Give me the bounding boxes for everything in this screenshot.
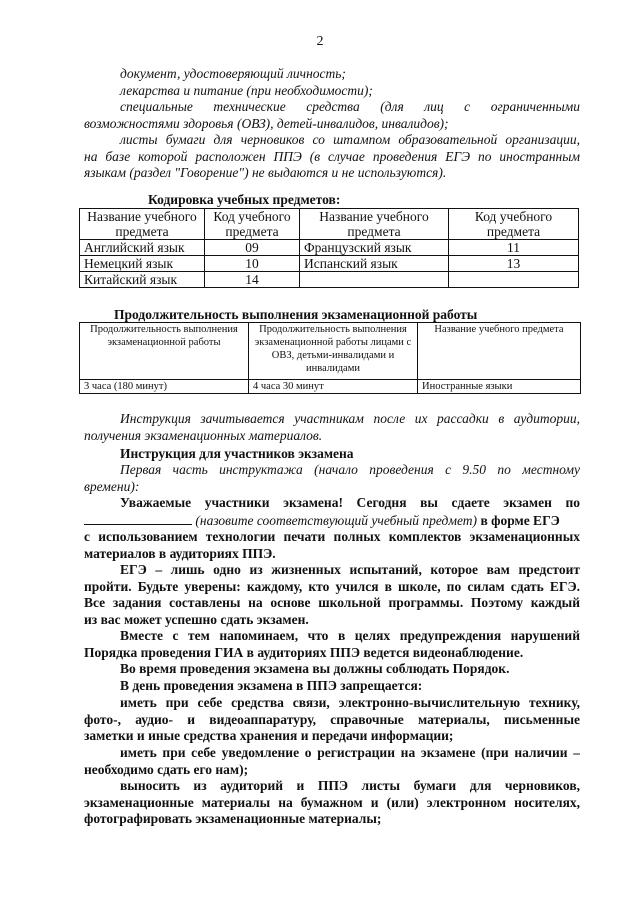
coding-table: [79, 208, 579, 288]
instruction-title: [84, 446, 580, 463]
table-row: [80, 256, 579, 272]
text-line: Уважаемые участники экзамена! Сегодня вы сдаете экзамен по: [120, 495, 580, 510]
table-header: Продолжительность выполнения экзаменационной работы: [80, 323, 249, 380]
table-row: [80, 272, 579, 288]
table-row: [80, 240, 579, 256]
text-line-with-blank: [84, 512, 580, 530]
table-row: [80, 323, 581, 380]
text-line: экзаменационные материалы на бумажном и (или) электронном носителях,: [84, 794, 580, 810]
table-header: Код учебного предмета: [205, 209, 300, 240]
order-paragraph: [84, 661, 580, 678]
prohibited-item-3: [84, 778, 580, 828]
text-line: материалов в аудиториях ППЭ.: [84, 545, 276, 561]
materials-list: [84, 66, 580, 182]
text-line: выносить из аудиторий и ППЭ листы бумаги для черновиков,: [120, 778, 580, 793]
table-header: Название учебного предмета: [80, 209, 205, 240]
prohibited-heading: [84, 678, 580, 695]
text-line: заметки и иные средства хранения и передачи информации;: [84, 728, 454, 743]
table-cell: Немецкий язык: [80, 256, 205, 272]
text-line: с использованием технологии печати полных комплектов экзаменационных: [84, 529, 580, 544]
reminder-paragraph: [84, 628, 580, 661]
table-cell: 4 часа 30 минут: [249, 380, 418, 394]
list-item: специальные технические средства (для лиц с ограниченными: [120, 99, 580, 114]
exam-form: в форме ЕГЭ: [480, 512, 560, 528]
text-line: фотографировать экзаменационные материалы;: [84, 811, 382, 826]
blank-hint: (назовите соответствующий учебный предмет): [195, 512, 478, 528]
instruction-note: [84, 411, 580, 444]
table-cell: [300, 272, 449, 288]
text-line: ЕГЭ – лишь одно из жизненных испытаний, которое вам предстоит: [120, 562, 580, 577]
text-line: получения экзаменационных материалов.: [84, 427, 323, 443]
prohibited-item-2: [84, 745, 580, 778]
prohibited-item-1: [84, 695, 580, 745]
duration-table: [79, 322, 581, 394]
subject-blank-field: [84, 512, 192, 525]
table-cell: Иностранные языки: [418, 380, 581, 394]
text-line: иметь при себе уведомление о регистрации на экзамене (при наличии –: [120, 745, 580, 760]
text-line: Вместе с тем напоминаем, что в целях предупреждения нарушений: [120, 628, 580, 643]
table-cell: [449, 272, 579, 288]
text-line: времени):: [84, 478, 140, 494]
page-number: 2: [316, 34, 324, 49]
table-cell: Английский язык: [80, 240, 205, 256]
list-item: документ, удостоверяющий личность;: [120, 66, 346, 81]
text-line: фото-, аудио- и видеоаппаратуру, справочные материалы, письменные: [84, 711, 580, 727]
list-item: возможностями здоровья (ОВЗ), детей-инвалидов, инвалидов);: [84, 115, 449, 131]
text-line: необходимо сдать его нам);: [84, 761, 249, 777]
table-cell: Китайский язык: [80, 272, 205, 288]
table-cell: 3 часа (180 минут): [80, 380, 249, 394]
greeting-paragraph: [84, 495, 580, 562]
table-header: Название учебного предмета: [300, 209, 449, 240]
ege-paragraph: [84, 562, 580, 628]
table-cell: 14: [205, 272, 300, 288]
text-line: иметь при себе средства связи, электронно-вычислительную технику,: [120, 695, 580, 710]
text-line: Первая часть инструктажа (начало проведения с 9.50 по местному: [120, 462, 580, 477]
table-row: [80, 380, 581, 394]
coding-table-title: Кодировка учебных предметов:: [148, 192, 341, 207]
list-item: листы бумаги для черновиков со штампом образовательной организации,: [120, 132, 580, 147]
table-cell: 09: [205, 240, 300, 256]
table-header: Название учебного предмета: [418, 323, 581, 380]
text-line: из вас может успешно сдать экзамен.: [84, 611, 309, 627]
section-heading: Инструкция для участников экзамена: [120, 446, 354, 461]
list-item: лекарства и питание (при необходимости);: [120, 82, 373, 98]
table-header: Продолжительность выполнения экзаменационной работы лицами с ОВЗ, детьми-инвалидами и инвалидами: [249, 323, 418, 380]
duration-table-title: Продолжительность выполнения экзаменационной работы: [114, 307, 478, 322]
text-line: Инструкция зачитывается участникам после их рассадки в аудитории,: [120, 411, 580, 426]
table-cell: 10: [205, 256, 300, 272]
table-cell: Французский язык: [300, 240, 449, 256]
list-item: языкам (раздел "Говорение") не выдаются и не используются).: [84, 165, 447, 180]
text-line: В день проведения экзамена в ППЭ запрещается:: [120, 678, 423, 693]
text-line: Порядка проведения ГИА в аудиториях ППЭ ведется видеонаблюдение.: [84, 644, 524, 660]
table-cell: Испанский язык: [300, 256, 449, 272]
text-line: пройти. Будьте уверены: каждому, кто учился в школе, по силам сдать ЕГЭ.: [84, 578, 580, 594]
list-item: на базе которой расположен ППЭ (в случае проведения ЕГЭ по иностранным: [84, 148, 580, 164]
table-cell: 13: [449, 256, 579, 272]
text-line: Все задания составлены на основе школьной программы. Поэтому каждый: [84, 595, 580, 610]
table-row: [80, 209, 579, 240]
table-header: Код учебного предмета: [449, 209, 579, 240]
table-cell: 11: [449, 240, 579, 256]
text-line: Во время проведения экзамена вы должны соблюдать Порядок.: [120, 661, 510, 676]
first-part-heading: [84, 462, 580, 495]
